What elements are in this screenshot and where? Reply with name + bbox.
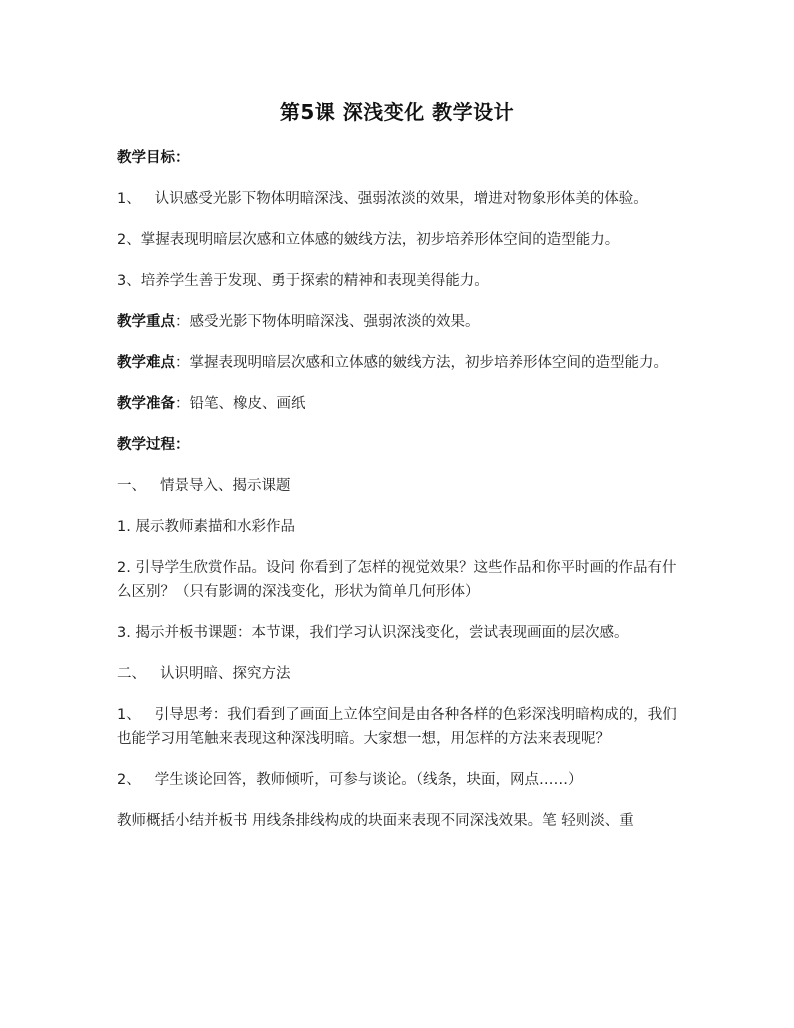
preparation-text: ：铅笔、橡皮、画纸: [175, 396, 306, 412]
list-number: 2、: [117, 772, 141, 788]
key-point: [117, 310, 683, 334]
objectives-heading: 教学目标：: [117, 150, 190, 166]
document-body: [117, 146, 683, 850]
objective-text: 培养学生善于发现、勇于探索的精神和表现美得能力。: [140, 273, 489, 289]
list-item: 1. 展示教师素描和水彩作品: [117, 519, 295, 535]
difficulty-text: ：掌握表现明暗层次感和立体感的皴线方法，初步培养形体空间的造型能力。: [175, 355, 668, 371]
section-number: 一、: [117, 478, 146, 494]
list-number: 1、: [117, 707, 141, 723]
objective-number: 3、: [117, 273, 141, 289]
difficulty-label: 教学难点: [117, 355, 175, 371]
list-item: 2. 引导学生欣赏作品。设问 你看到了怎样的视觉效果？这些作品和你平时画的作品有什么区别？（只有影调的深浅变化，形状为简单几何形体）: [117, 560, 677, 600]
section-title: 认识明暗、探究方法: [160, 666, 291, 682]
section-heading: [117, 662, 683, 686]
section-heading: [117, 474, 683, 498]
summary-text: 教师概括小结并板书 用线条排线构成的块面来表现不同深浅效果。笔 轻则淡、重: [117, 813, 634, 829]
list-text: 引导思考：我们看到了画面上立体空间是由各种各样的色彩深浅明暗构成的，我们也能学习用笔触来表现这种深浅明暗。大家想一想，用怎样的方法来表现呢？: [117, 707, 677, 747]
difficulty: [117, 351, 683, 375]
section-title: 情景导入、揭示课题: [160, 478, 291, 494]
list-item: [117, 703, 683, 751]
objective-item: [117, 187, 683, 211]
process-heading: 教学过程：: [117, 437, 190, 453]
list-item: [117, 768, 683, 792]
list-text: 学生谈论回答，教师倾听，可参与谈论。（线条，块面，网点……）: [154, 772, 583, 788]
objective-number: 1、: [117, 191, 141, 207]
key-point-label: 教学重点: [117, 314, 175, 330]
objective-number: 2、: [117, 232, 141, 248]
objective-item: [117, 228, 683, 252]
preparation-label: 教学准备: [117, 396, 175, 412]
key-point-text: ：感受光影下物体明暗深浅、强弱浓淡的效果。: [175, 314, 480, 330]
objective-item: [117, 269, 683, 293]
list-item: 3. 揭示并板书课题：本节课，我们学习认识深浅变化，尝试表现画面的层次感。: [117, 625, 629, 641]
objective-text: 认识感受光影下物体明暗深浅、强弱浓淡的效果，增进对物象形体美的体验。: [154, 191, 648, 207]
page-title: 第5课 深浅变化 教学设计: [279, 100, 515, 124]
objective-text: 掌握表现明暗层次感和立体感的皴线方法，初步培养形体空间的造型能力。: [140, 232, 620, 248]
preparation: [117, 392, 683, 416]
section-number: 二、: [117, 666, 146, 682]
